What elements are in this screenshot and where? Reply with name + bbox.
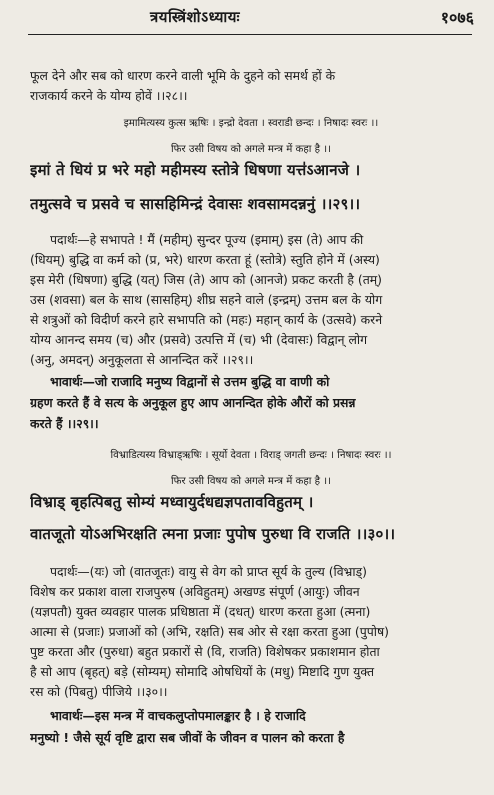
mantra-verse-line: तमुत्सवे च प्रसवे च सासहिमिन्द्रं देवासः शवसामदन्ननुं ।।२९।। [30,195,361,213]
padartha-line: उस (शवसा) बल के साथ (सासहिम्) शीघ्र सहने वाले (इन्द्रम्) उत्तम बल के योग [30,292,383,307]
padartha-line: योग्य आनन्द समय (च) और (प्रसवे) उत्पत्ति में (च) भी (देवासः) विद्वान् लोग [30,332,368,347]
page-number: १०७६ [440,8,474,27]
bhavartha-line: ग्रहण करते हैं वे सत्य के अनुकूल हुए आप आनन्दित होके औरों को प्रसन्न [30,395,356,410]
rishi-devata-line: इमामित्यस्य कुत्स ऋषिः । इन्द्रो देवता । स्वराडी छन्दः । निषादः स्वरः ।। [123,118,379,129]
section-intro: फिर उसी विषय को अगले मन्त्र में कहा है ।। [170,144,332,155]
chapter-title: त्रयस्त्रिंशोऽध्यायः [150,8,241,26]
prev-text-line: फूल देने और सब को धारण करने वाली भूमि के दुहने को समर्थ हों के [30,68,336,83]
padartha-line: है सो आप (बृहत्) बड़े (सोम्यम्) सोमादि ओषधियों के (मधु) मिष्टादि गुण युक्त [30,664,375,679]
header-rule [28,34,472,35]
bhavartha-line: मनुष्यो ! जैसे सूर्य वृष्टि द्वारा सब जीवों के जीवन व पालन को करता है [30,730,345,745]
page-header [0,4,494,34]
padartha-line: पदार्थः—हे सभापते ! मैं (महीम्) सुन्दर पूज्य (इमाम्) इस (ते) आप की [50,232,364,247]
padartha-line: पुष्ट करता और (पुरुधा) बहुत प्रकारों से (वि, राजति) विशेषकर प्रकाशमान होता [30,644,380,659]
padartha-line: आत्मा से (प्रजाः) प्रजाओं को (अभि, रक्षति) सब ओर से रक्षा करता हुआ (पुपोष) [30,624,389,639]
padartha-line: विशेष कर प्रकाश वाला राजपुरुष (अविहुतम्) अखण्ड संपूर्ण (आयुः) जीवन [30,584,360,599]
padartha-line: पदार्थः—(यः) जो (वातजूतः) वायु से वेग को प्राप्त सूर्य के तुल्य (विभ्राड्) [50,564,368,579]
bhavartha-line: भावार्थः—जो राजादि मनुष्य विद्वानों से उत्तम बुद्धि वा वाणी को [50,374,330,389]
prev-text-line: राजकार्य करने के योग्य होवें ।।२८।। [30,88,188,103]
padartha-line: (धियम्) बुद्धि वा कर्म को (प्र, भरे) धारण करता हूं (स्तोत्रे) स्तुति होने में (अस्य) [30,252,380,267]
padartha-line: (अनु, अमदन्) अनुकूलता से आनन्दित करें ।।२९।। [30,352,254,367]
bhavartha-line: करते हैं ।।२९।। [30,416,99,431]
padartha-line: से शत्रुओं को विदीर्ण करने हारे सभापति को (महः) महान् कार्य के (उत्सवे) करने [30,312,383,327]
mantra-verse-line: इमां ते धियं प्र भरे महो महीमस्य स्तोत्रे धिषणा यत्त॑ऽआनजे । [30,161,361,179]
padartha-line: रस को (पिबतु) पीजिये ।।३०।। [30,684,168,699]
rishi-devata-line: विभ्राडित्यस्य विभ्राड्ऋषिः । सूर्यो देवता । विराड् जगती छन्दः । निषादः स्वरः ।। [110,450,392,461]
padartha-line: इस मेरी (धिषणा) बुद्धि (यत्) जिस (ते) आप को (आनजे) प्रकट करती है (तम्) [30,272,383,287]
mantra-verse-line: वातजूतो योऽअभिरक्षति त्मना प्रजाः पुपोष पुरुधा वि राजति ।।३०।। [30,525,396,543]
mantra-verse-line: विभ्राड् बृहत्पिबतु सोम्यं मध्वायुर्दधद्यज्ञपतावविहुतम् । [30,493,314,511]
padartha-line: (यज्ञपतौ) युक्त व्यवहार पालक प्रधिष्ठाता में (दधत्) धारण करता हुआ (त्मना) [30,604,371,619]
section-intro: फिर उसी विषय को अगले मन्त्र में कहा है ।। [170,476,332,487]
bhavartha-line: भावार्थः—इस मन्त्र में वाचकलुप्तोपमालङ्कार है । हे राजादि [50,708,306,723]
